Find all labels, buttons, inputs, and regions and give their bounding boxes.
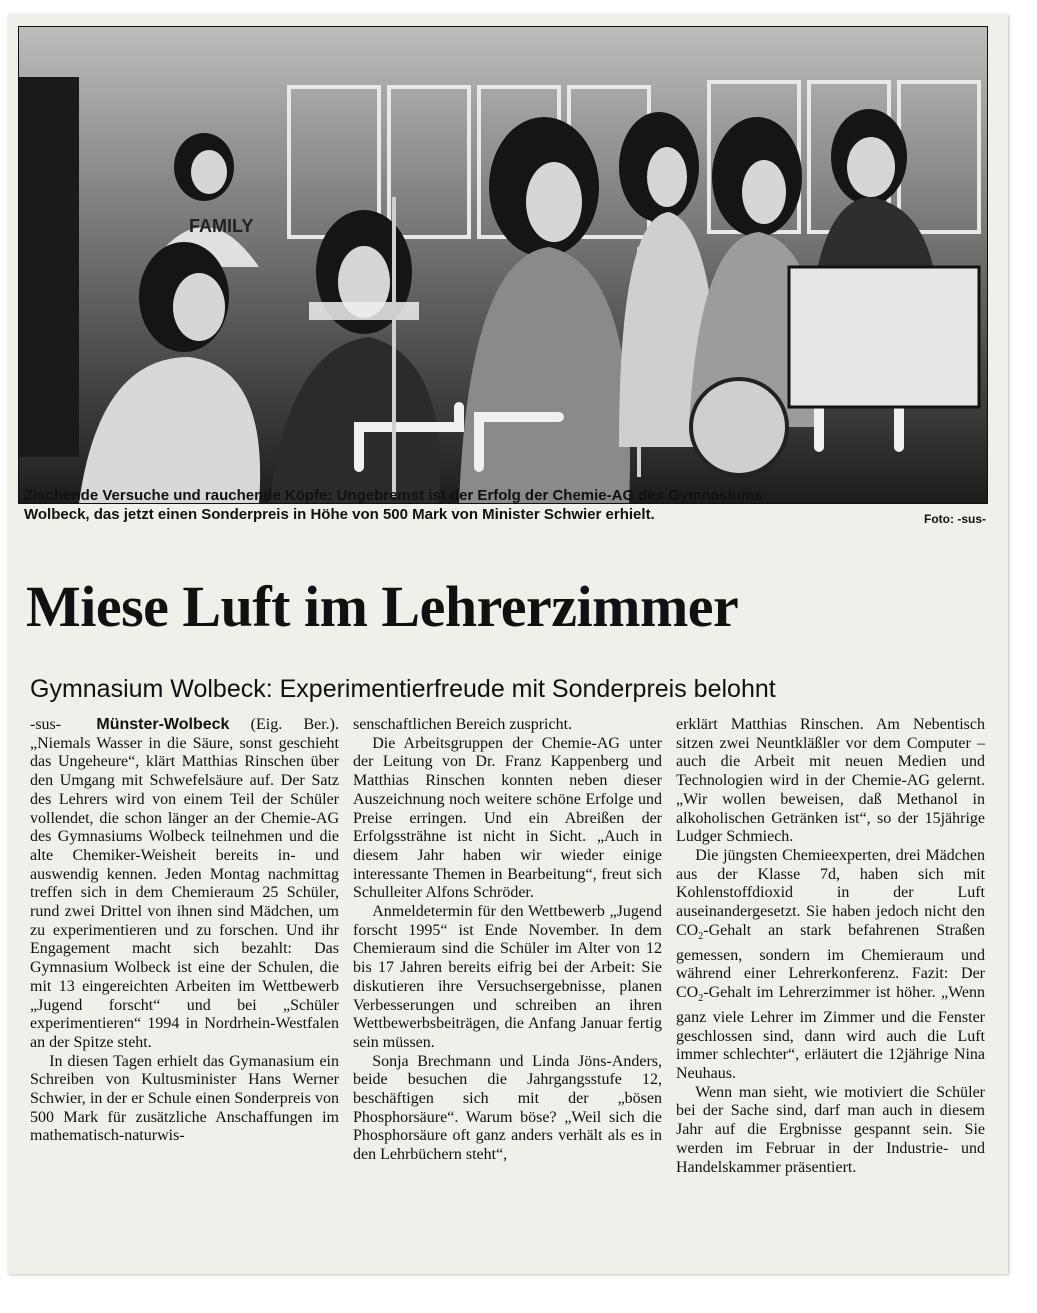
photo-caption [24,486,984,524]
article-column-1 [30,716,339,1177]
article-column-3 [676,716,985,1177]
article-column-2 [353,716,662,1177]
paragraph-text: Die jüngsten Chemieexperten, drei Mädchen aus der Klasse 7d, haben sich mit Kohlenstoffdioxid in der Luft auseinandergesetzt. Sie haben jedoch nicht den CO [676,846,985,939]
paragraph [30,716,339,1053]
caption-line-2: Wolbeck, das jetzt einen Sonderpreis in Höhe von 500 Mark von Minister Schwier erhielt. [24,506,655,523]
byline-place: Münster-Wolbeck [96,716,230,733]
photo-credit: Foto: -sus- [924,512,986,526]
paragraph: Sonja Brechmann und Linda Jöns-Anders, beide besuchen die Jahrgangsstufe 12, beschäftigen sich mit der „bösen Phosphorsäure“. Warum böse? „Weil sich die Phosphorsäure oft ganz anders verhält als es in den Lehrbüchern steht“, [353,1052,662,1164]
subscript: 2 [698,930,704,942]
caption-line-1: Zischende Versuche und rauchende Köpfe: Ungebremst ist der Erfolg der Chemie-AG des Gymnasiums [24,487,763,504]
paragraph: Die Arbeitsgruppen der Chemie-AG unter der Leitung von Dr. Franz Kappenberg und Matthias Rinschen konnten neben dieser Auszeichnung noch weitere schöne Erfolge und Preise erringen. Und ein Abreißen der Erfolgssträhne ist nicht in Sicht. „Auch in diesem Jahr haben wir wieder einige interessante Themen in Bearbeitung“, freut sich Schulleiter Alfons Schröder. [353,734,662,902]
byline-author: -sus- [30,716,62,733]
subscript: 2 [698,993,704,1005]
newspaper-clipping [8,14,1008,1274]
paragraph: In diesen Tagen erhielt das Gymanasium ein Schreiben von Kultusminister Hans Werner Schwier, in der er Schule einen Sonderpreis von 500 Mark für zusätzliche Anschaffungen im mathematisch-naturwis- [30,1052,339,1145]
headline: Miese Luft im Lehrerzimmer [26,574,739,639]
subheadline: Gymnasium Wolbeck: Experimentierfreude mit Sonderpreis belohnt [30,675,776,703]
article-photo [18,26,988,504]
paragraph-text: (Eig. Ber.). „Niemals Wasser in die Säure, sonst geschieht das Ungeheure“, klärt Matthias Rinschen über den Umgang mit Schwefelsäure auf. Der Satz des Lehrers wird von einem Teil der Schüler vollendet, die schon länger an der Chemie-AG des Gymnasiums Wolbeck teilnehmen und die alte Chemiker-Weisheit bereits in- und auswendig kennen. Jeden Montag nachmittag treffen sich in dem Chemieraum 25 Schüler, rund zwei Drittel von ihnen sind Mädchen, um zu experimentieren und zu forschen. Und ihr Engagement macht sich bezahlt: Das Gymnasium Wolbeck ist eine der Schulen, die mit 13 eingereichten Arbeiten im Wettbewerb „Jugend forscht“ und bei „Schüler experimentieren“ 1994 in Nordrhein-Westfalen an der Spitze steht. [30,716,340,1051]
paragraph [676,847,985,1084]
shirt-text: FAMILY [189,216,254,236]
paragraph: Wenn man sieht, wie motiviert die Schüler bei der Sache sind, darf man auch in diesem Jahr auf die Ergbnisse gespannt sein. Sie werden im Februar in der Industrie- und Handelskammer präsentiert. [676,1083,985,1176]
paragraph: senschaftlichen Bereich zuspricht. [353,716,573,733]
paragraph: Anmeldetermin für den Wettbewerb „Jugend forscht 1995“ ist Ende November. In dem Chemieraum sind die Schüler im Alter von 12 bis 17 Jahren bereits eifrig bei der Arbeit: Sie diskutieren ihre Versuchsergebnisse, planen Verbesserungen und schreiben an ihren Wettbewerbsbeiträgen, die Anfang Januar fertig sein müssen. [353,903,662,1051]
article-body [30,716,986,1177]
paragraph: erklärt Matthias Rinschen. Am Nebentisch sitzen zwei Neuntkläßler vor dem Computer – auch die Arbeit mit neuen Medien und Technologien wird in der Chemie-AG gelernt. „Wir wollen beweisen, daß Methanol in alkoholischen Getränken ist“, so der 15jährige Ludger Schmiech. [676,716,985,846]
paragraph-text: -Gehalt im Lehrerzimmer ist höher. „Wenn ganz viele Lehrer im Zimmer und die Fenster geschlossen sind, dann wird auch die Luft immer schlechter“, erläutert die 12jährige Nina Neuhaus. [676,984,985,1083]
photo-illustration [19,27,987,503]
paragraph-text: -Gehalt an stark befahrenen Straßen gemessen, sondern im Chemieraum und während einer Lehrerkonferenz. Fazit: Der CO [676,921,985,1002]
